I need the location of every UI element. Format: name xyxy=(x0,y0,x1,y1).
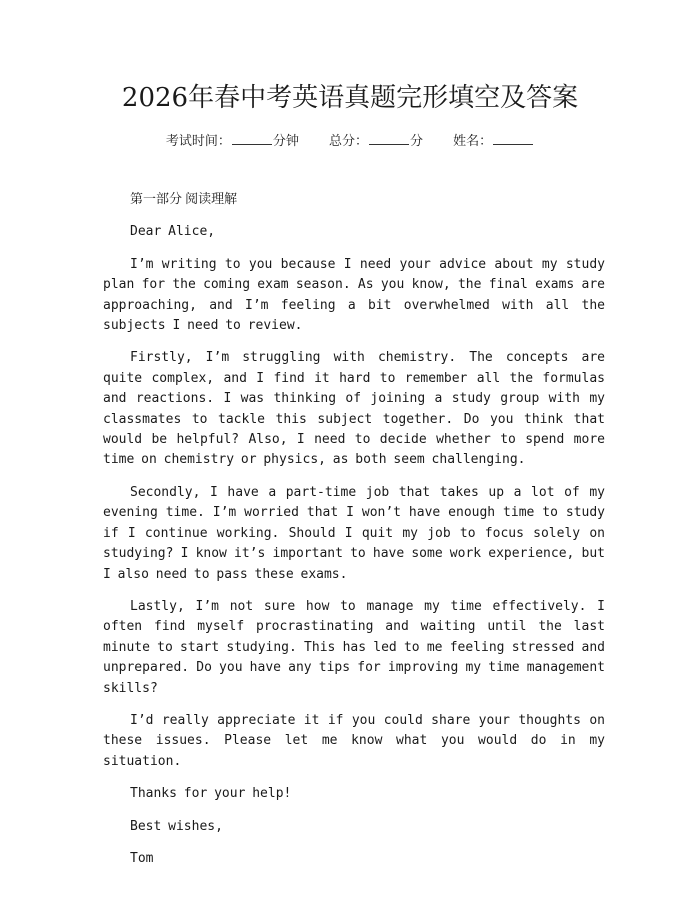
score-field xyxy=(329,130,423,152)
document-title: 2026年春中考英语真题完形填空及答案 xyxy=(121,83,579,113)
letter-body xyxy=(103,190,605,881)
name-label: 姓名： xyxy=(453,134,493,149)
time-label: 考试时间： xyxy=(165,134,231,149)
salutation: Dear Alice, xyxy=(130,224,216,240)
closing-thanks: Thanks for your help! xyxy=(130,786,292,802)
paragraph-5: I’d really appreciate it if you could share your thoughts on these issues. Please let me know what you would do in my situation. xyxy=(103,712,605,769)
paragraph-2: Firstly, I’m struggling with chemistry. The concepts are quite complex, and I find it hard to remember all the formulas and reactions. I was thinking of joining a study group with my classmates to tackle this subject together. Do you think that would be helpful? Also, I need to decide whether to spend more time on chemistry or physics, as both seem challenging. xyxy=(103,350,605,468)
time-field xyxy=(166,130,299,152)
section-heading: 第一部分 阅读理解 xyxy=(130,192,238,207)
name-blank xyxy=(493,130,533,145)
exam-meta-line xyxy=(0,130,700,152)
time-blank xyxy=(232,130,272,145)
paragraph-3: Secondly, I have a part-time job that takes up a lot of my evening time. I’m worried that I won’t have enough time to study if I continue working. Should I quit my job to focus solely on studying? I know it’s important to have some work experience, but I also need to pass these exams. xyxy=(103,484,605,582)
closing: Best wishes, xyxy=(130,818,223,834)
paragraph-4: Lastly, I’m not sure how to manage my time effectively. I often find myself procrastinating and waiting until the last minute to start studying. This has led to me feeling stressed and unprepared. Do you have any tips for improving my time management skills? xyxy=(103,598,605,696)
score-label: 总分： xyxy=(328,134,368,149)
signature: Tom xyxy=(130,850,154,866)
score-blank xyxy=(369,130,409,145)
paragraph-1: I’m writing to you because I need your advice about my study plan for the coming exam season. As you know, the final exams are approaching, and I’m feeling a bit overwhelmed with all the subjects I need to review. xyxy=(103,256,605,334)
score-unit: 分 xyxy=(410,134,424,149)
time-unit: 分钟 xyxy=(272,134,299,149)
name-field xyxy=(453,130,534,152)
